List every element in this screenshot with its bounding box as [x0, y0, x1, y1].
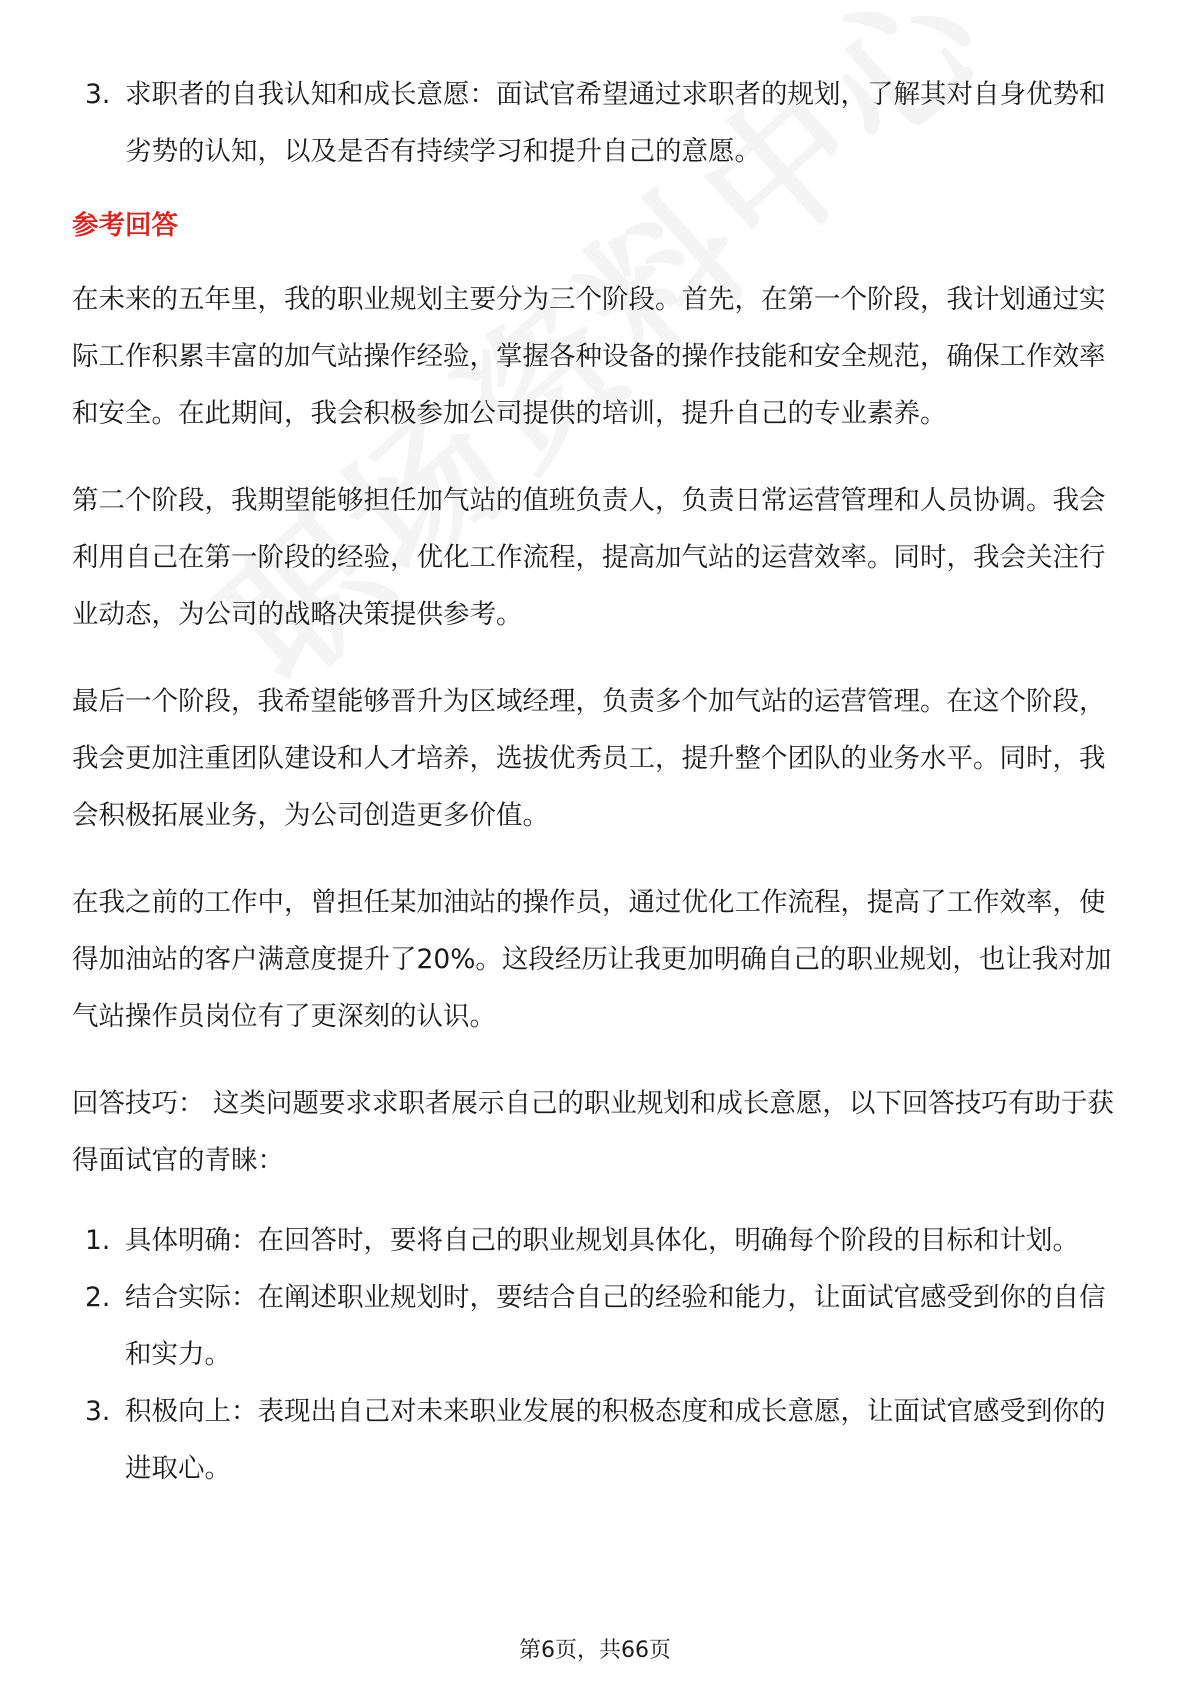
- criteria-list: [72, 66, 1128, 180]
- list-number: 3.: [85, 79, 111, 110]
- list-item: [72, 1383, 1128, 1497]
- list-item: [72, 1212, 1128, 1269]
- answer-paragraph-3: 最后一个阶段，我希望能够晋升为区域经理，负责多个加气站的运营管理。在这个阶段，我会更加注重团队建设和人才培养，选拔优秀员工，提升整个团队的业务水平。同时，我会积极拓展业务，为公司创造更多价值。: [72, 686, 1106, 831]
- answer-paragraph-1: 在未来的五年里，我的职业规划主要分为三个阶段。首先，在第一个阶段，我计划通过实际工作积累丰富的加气站操作经验，掌握各种设备的操作技能和安全规范，确保工作效率和安全。在此期间，我会积极参加公司提供的培训，提升自己的专业素养。: [72, 284, 1106, 429]
- answer-paragraph-2: 第二个阶段，我期望能够担任加气站的值班负责人，负责日常运营管理和人员协调。我会利用自己在第一阶段的经验，优化工作流程，提高加气站的运营效率。同时，我会关注行业动态，为公司的战略决策提供参考。: [72, 485, 1106, 630]
- tips-intro-paragraph: 回答技巧： 这类问题要求求职者展示自己的职业规划和成长意愿，以下回答技巧有助于获得面试官的青睐：: [72, 1088, 1114, 1176]
- list-item: [72, 1269, 1128, 1383]
- list-number: 1.: [85, 1225, 111, 1256]
- page-content: [72, 66, 1128, 1497]
- list-text: 求职者的自我认知和成长意愿：面试官希望通过求职者的规划，了解其对自身优势和劣势的认知，以及是否有持续学习和提升自己的意愿。: [125, 79, 1106, 167]
- list-number: 2.: [85, 1282, 111, 1313]
- page-footer: 第6页，共66页: [519, 1638, 671, 1663]
- tips-list: [72, 1212, 1128, 1497]
- list-number: 3.: [85, 1396, 111, 1427]
- list-text: 积极向上：表现出自己对未来职业发展的积极态度和成长意愿，让面试官感受到你的进取心。: [125, 1396, 1106, 1484]
- answer-paragraph-4: 在我之前的工作中，曾担任某加油站的操作员，通过优化工作流程，提高了工作效率，使得加油站的客户满意度提升了20%。这段经历让我更加明确自己的职业规划，也让我对加气站操作员岗位有了更深刻的认识。: [72, 887, 1112, 1032]
- section-heading: 参考回答: [72, 210, 178, 241]
- list-text: 结合实际：在阐述职业规划时，要结合自己的经验和能力，让面试官感受到你的自信和实力。: [125, 1282, 1106, 1370]
- list-text: 具体明确：在回答时，要将自己的职业规划具体化，明确每个阶段的目标和计划。: [125, 1225, 1079, 1256]
- list-item: [72, 66, 1128, 180]
